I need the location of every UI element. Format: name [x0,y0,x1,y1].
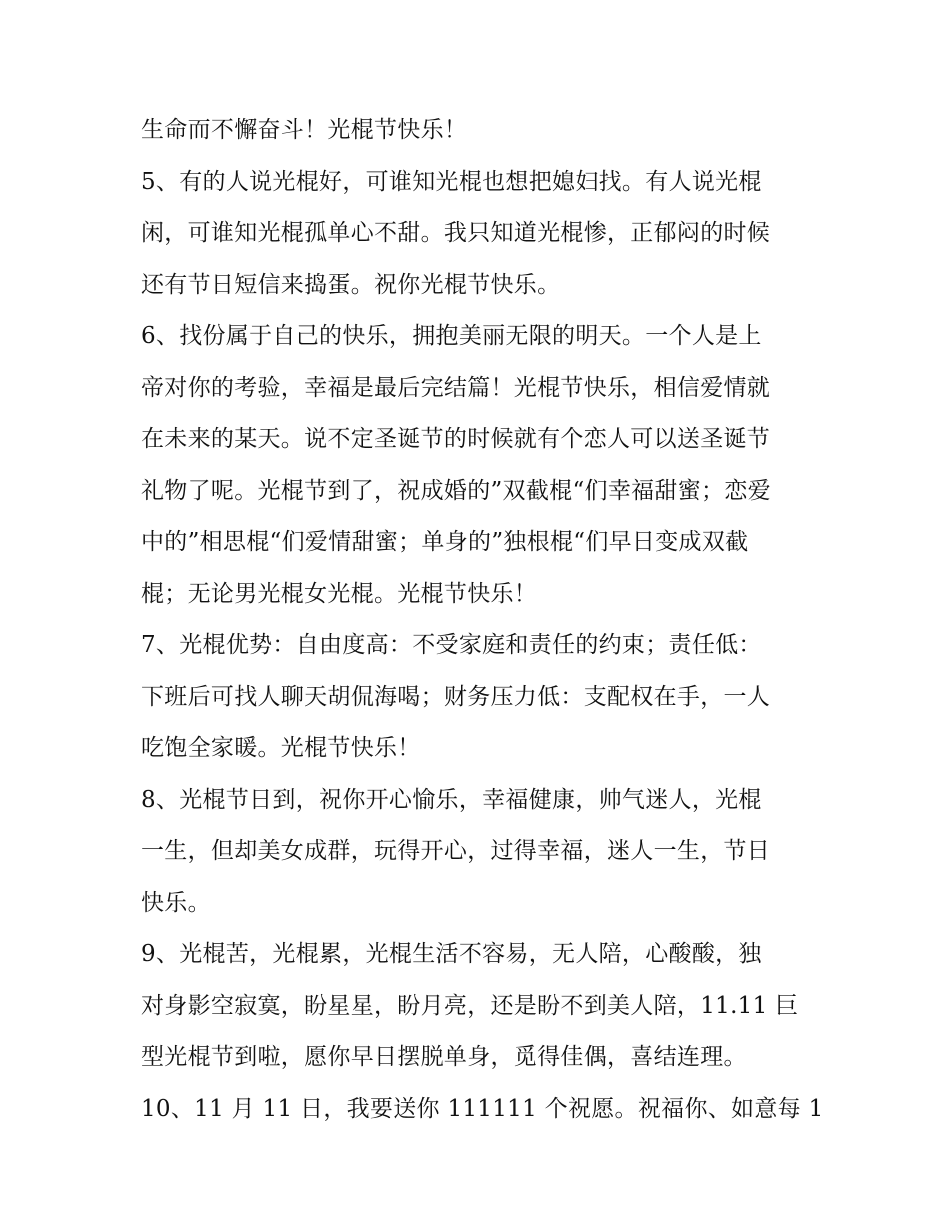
text-line: 7、光棍优势：自由度高：不受家庭和责任的约束；责任低： [141,632,762,658]
text-line: 闲，可谁知光棍孤单心不甜。我只知道光棍惨，正郁闷的时候 [141,220,771,246]
text-line: 礼物了呢。光棍节到了，祝成婚的”双截棍“们幸福甜蜜；恋爱 [141,477,771,504]
text-line: 5、有的人说光棍好，可谁知光棍也想把媳妇找。有人说光棍 [141,168,762,195]
text-line: 帝对你的考验，幸福是最后完结篇！光棍节快乐，相信爱情就 [141,374,771,401]
text-line: 一生，但却美女成群，玩得开心，过得幸福，迷人一生，节日 [141,838,771,864]
text-line: 生命而不懈奋斗！光棍节快乐！ [141,117,468,143]
text-line: 对身影空寂寞，盼星星，盼月亮，还是盼不到美人陪，11.11 巨 [141,992,799,1019]
text-line: 还有节日短信来捣蛋。祝你光棍节快乐。 [141,271,561,298]
text-line: 9、光棍苦，光棍累，光棍生活不容易，无人陪，心酸酸，独 [141,941,762,967]
text-line: 6、找份属于自己的快乐，拥抱美丽无限的明天。一个人是上 [141,323,762,349]
document-body [141,105,824,1135]
text-line: 8、光棍节日到，祝你开心愉乐，幸福健康，帅气迷人，光棍 [141,786,762,813]
text-line: 中的”相思棍“们爱情甜蜜；单身的”独根棍“们早日变成双截 [141,529,749,555]
text-line: 吃饱全家暖。光棍节快乐！ [141,735,421,761]
text-line: 10、11 月 11 日，我要送你 111111 个祝愿。祝福你、如意每 1 [141,1095,824,1122]
text-line: 在未来的某天。说不定圣诞节的时候就有个恋人可以送圣诞节 [141,426,771,452]
text-line: 棍；无论男光棍女光棍。光棍节快乐！ [141,580,538,607]
text-line: 快乐。 [141,889,211,916]
text-line: 下班后可找人聊天胡侃海喝；财务压力低：支配权在手，一人 [141,683,771,710]
text-line: 型光棍节到啦，愿你早日摆脱单身，觅得佳偶，喜结连理。 [141,1044,747,1070]
